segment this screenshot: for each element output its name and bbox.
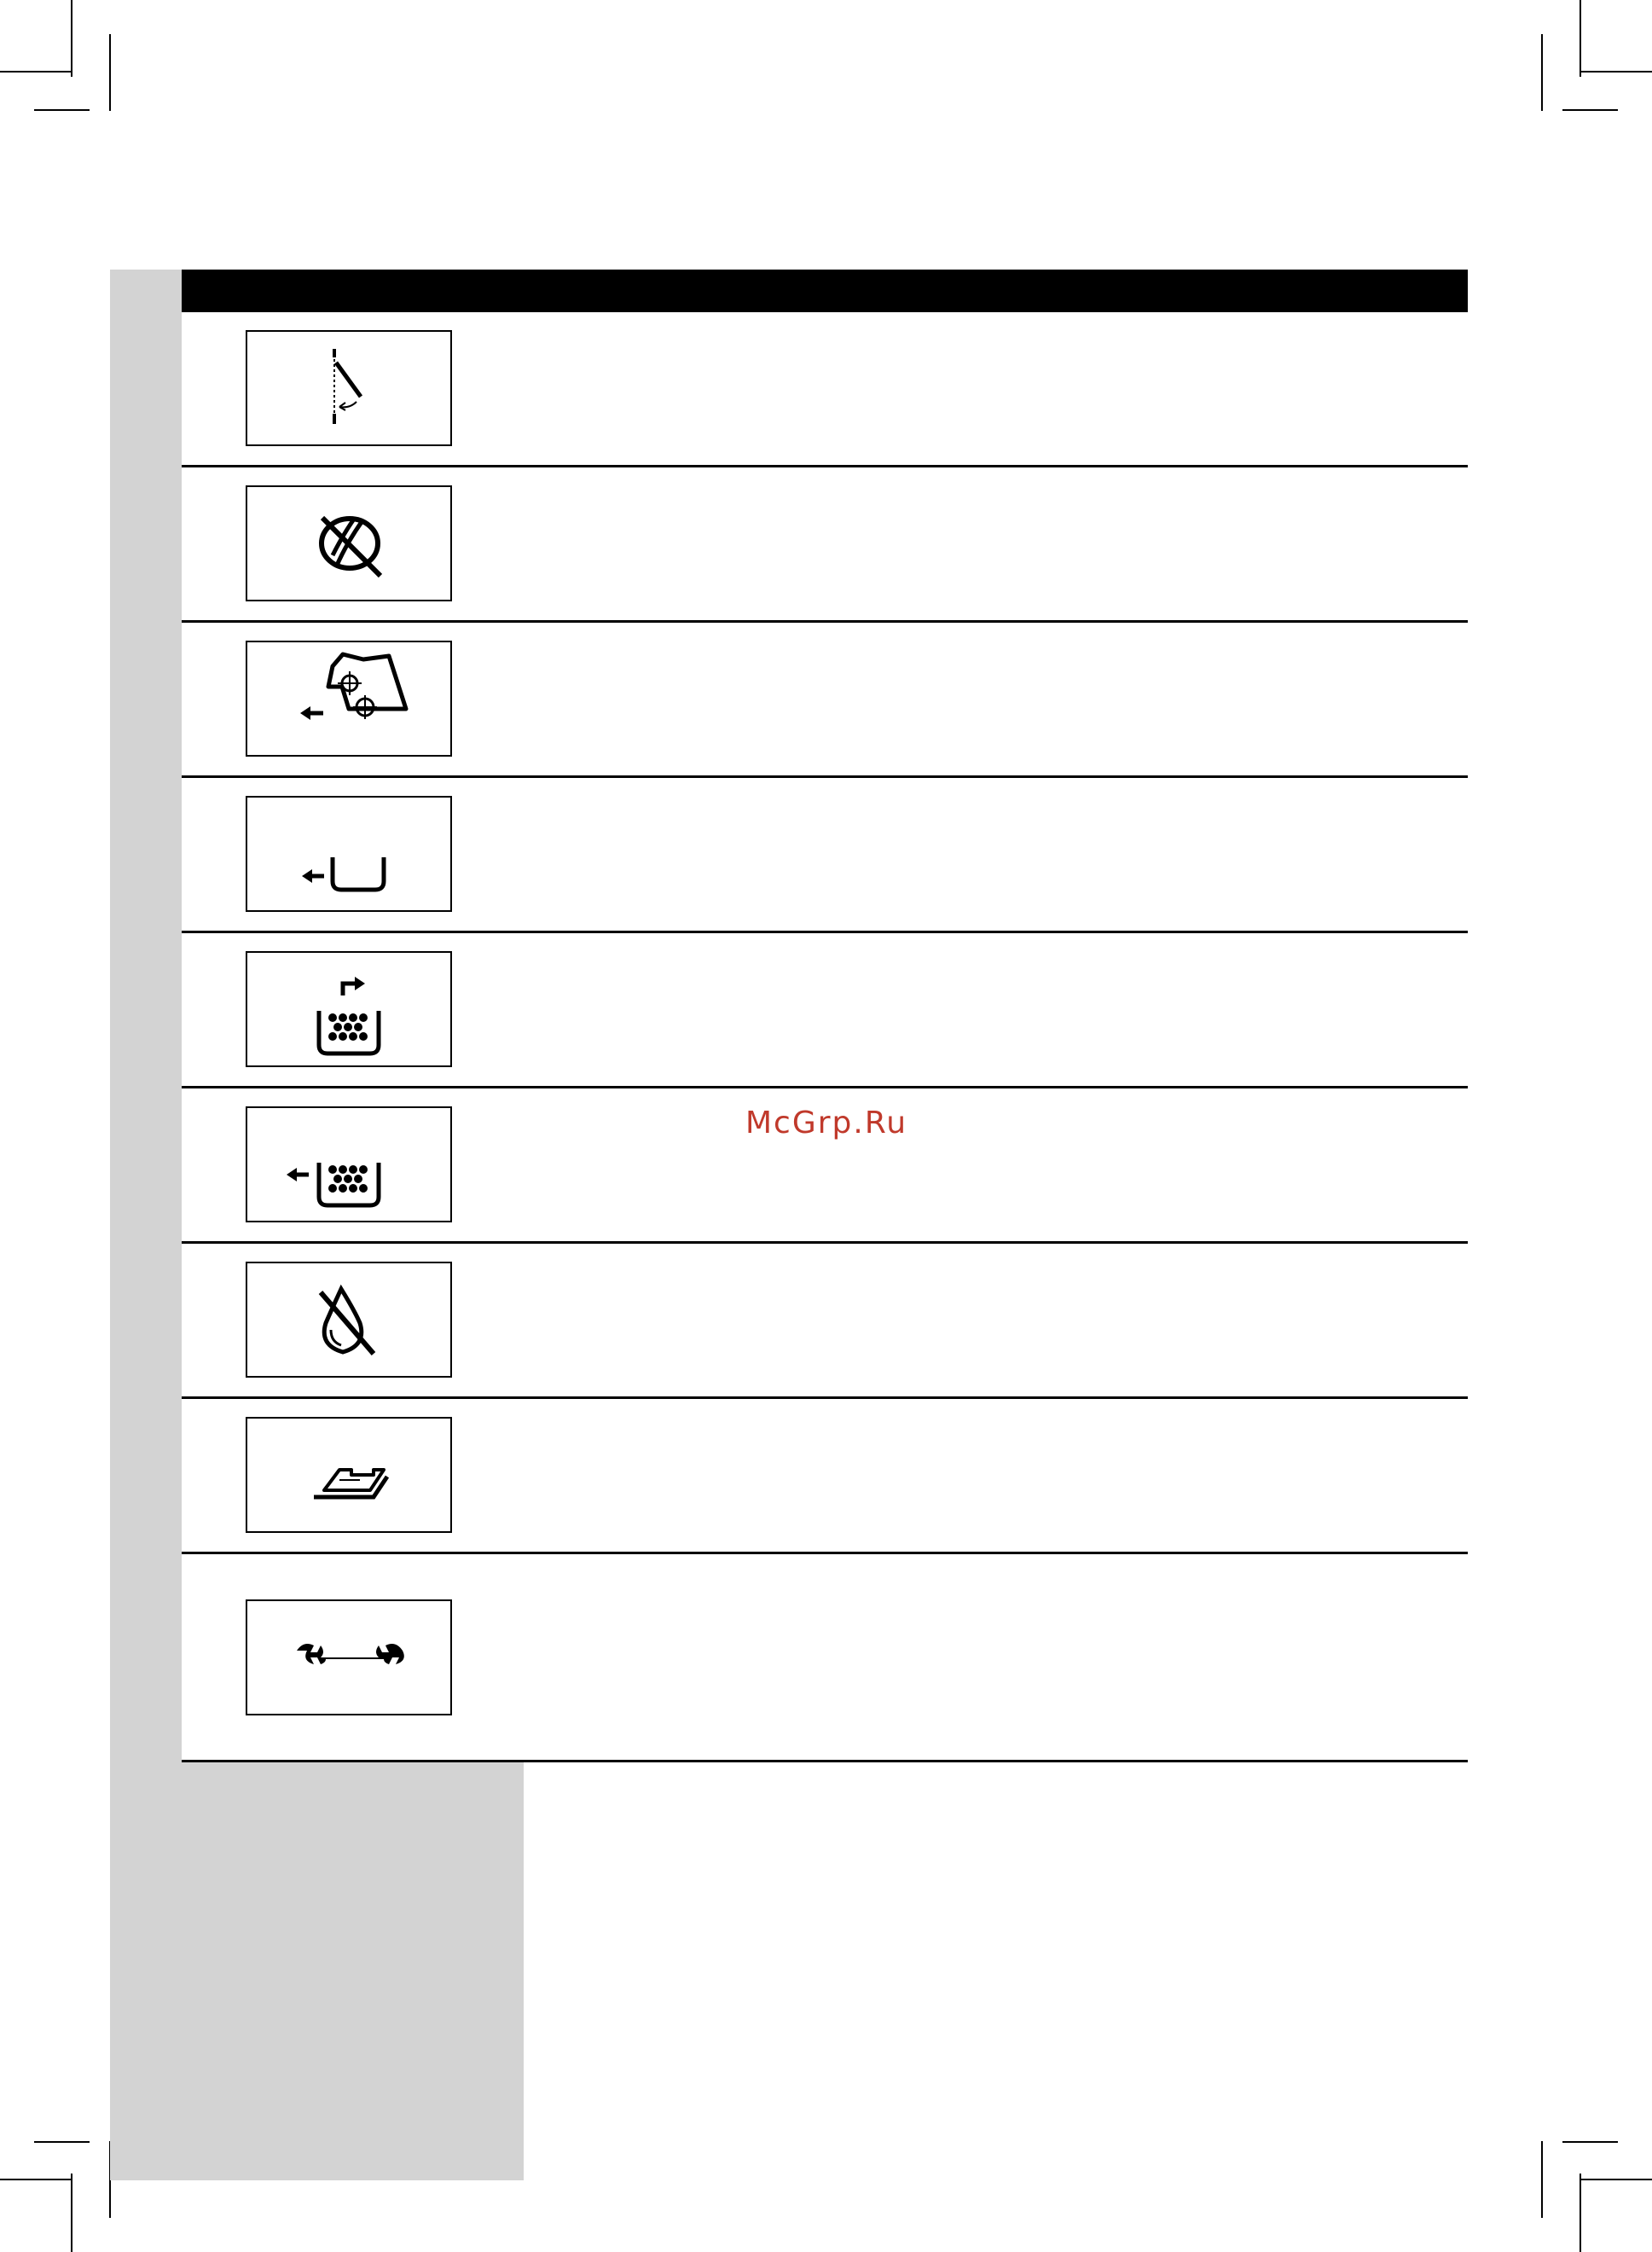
icon-frame [246,796,452,912]
icon-frame [246,1262,452,1378]
crop-mark [0,2179,71,2180]
door-open-icon [247,332,450,444]
crop-mark [1580,2174,1581,2252]
icon-frame [246,1599,452,1715]
crop-mark [1581,71,1652,73]
icon-table [182,270,1468,1762]
insert-drip-tray-icon [247,798,450,910]
insert-brew-group-icon [247,642,450,755]
crop-mark [1562,109,1618,111]
crop-mark [1562,2141,1618,2143]
table-row [182,467,1468,623]
table-row [182,1399,1468,1554]
crop-mark [1541,34,1543,111]
crop-mark [0,71,71,73]
icon-frame [246,1106,452,1222]
table-row [182,312,1468,467]
crop-mark [71,2174,72,2252]
crop-mark [1541,2141,1543,2218]
table-row [182,1244,1468,1399]
table-header-bar [182,270,1468,312]
icon-frame [246,951,452,1067]
icon-frame [246,1417,452,1533]
no-coffee-beans-icon [247,487,450,600]
crop-mark [34,2141,90,2143]
table-row [182,933,1468,1088]
empty-grounds-container-icon [247,953,450,1065]
watermark-text: McGrp.Ru [745,1106,908,1141]
table-row [182,623,1468,778]
row-divider [182,1760,1468,1762]
descaling-icon [247,1419,450,1531]
icon-frame [246,485,452,601]
crop-mark [34,109,90,111]
icon-frame [246,641,452,757]
service-wrench-icon [247,1601,450,1714]
crop-mark [109,34,111,111]
table-row [182,1554,1468,1762]
no-water-icon [247,1263,450,1376]
crop-mark [1580,0,1581,77]
crop-mark [71,0,72,77]
insert-grounds-container-icon [247,1108,450,1221]
table-row [182,778,1468,933]
icon-frame [246,330,452,446]
crop-mark [1581,2179,1652,2180]
